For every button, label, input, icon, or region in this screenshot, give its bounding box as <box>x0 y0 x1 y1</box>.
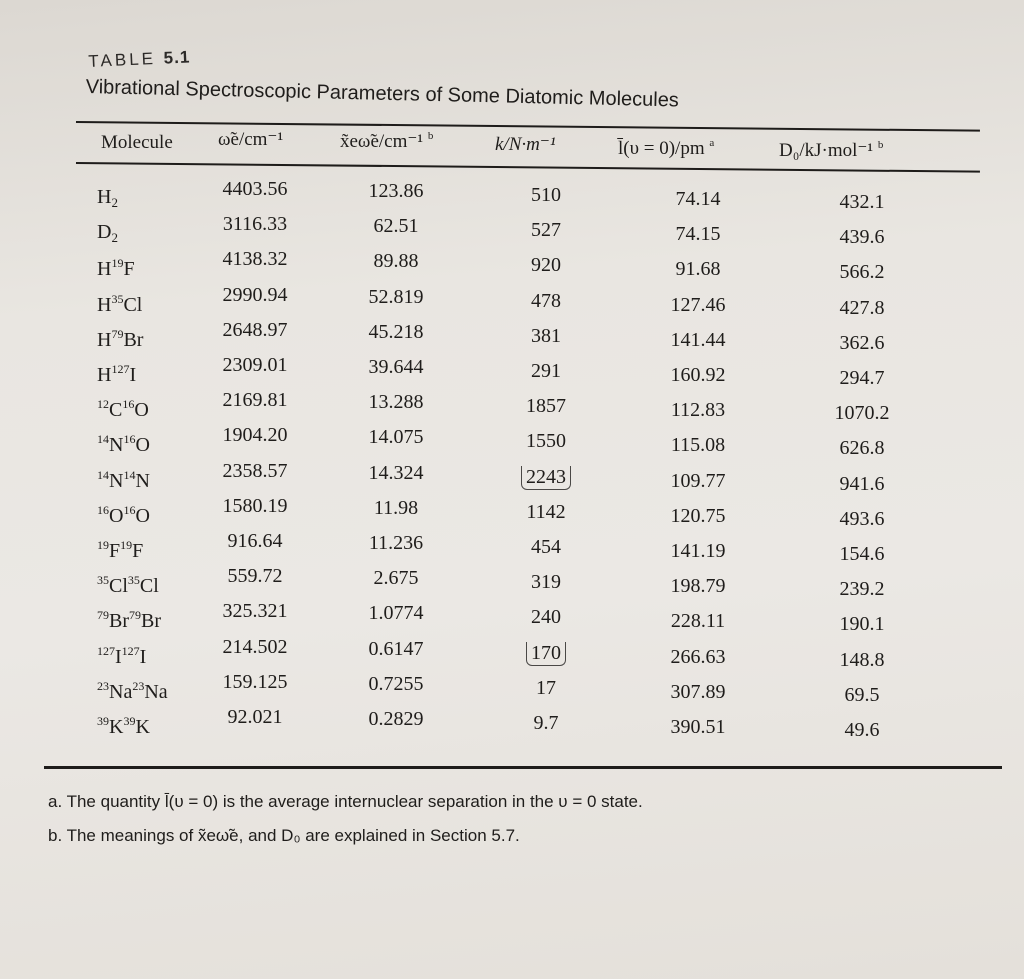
d0-cell <box>840 367 885 390</box>
l-cell <box>671 575 726 598</box>
d0-cell <box>840 543 885 566</box>
k-cell <box>526 501 565 524</box>
d0-cell <box>845 719 880 742</box>
d0-value: 190.1 <box>839 613 885 636</box>
xomega-value: 123.86 <box>368 180 424 202</box>
omega-cell <box>223 178 288 201</box>
header-l-note: a <box>709 137 715 149</box>
k-value: 920 <box>531 254 561 277</box>
xomega-value: 0.6147 <box>368 637 424 660</box>
k-cell <box>531 290 561 313</box>
element-symbol-2: I <box>129 364 137 386</box>
omega-value: 325.321 <box>222 600 288 623</box>
molecule-cell <box>97 679 168 704</box>
element-symbol-1: H <box>97 258 112 281</box>
l-cell <box>676 223 721 246</box>
isotope-mass-1: 14 <box>97 467 109 482</box>
k-cell <box>531 219 561 242</box>
d0-value: 941.6 <box>839 472 885 495</box>
element-symbol-2: O <box>135 504 150 527</box>
element-symbol-1: H <box>97 364 112 386</box>
k-value: 454 <box>531 536 561 558</box>
element-symbol-1: Br <box>109 610 129 633</box>
xomega-value: 13.288 <box>368 391 424 414</box>
xomega-cell <box>369 532 423 555</box>
omega-cell <box>223 424 288 447</box>
element-symbol-2: Cl <box>139 575 159 598</box>
k-cell <box>531 184 561 207</box>
k-cell <box>526 430 566 453</box>
molecule-cell <box>97 186 118 211</box>
omega-value: 1580.19 <box>222 494 288 517</box>
k-value: 1857 <box>526 395 566 418</box>
xomega-value: 89.88 <box>373 250 419 273</box>
molecule-cell <box>97 362 136 387</box>
header-l <box>618 137 714 160</box>
element-symbol-1: C <box>109 399 123 422</box>
k-value: 478 <box>531 289 561 312</box>
footnote-a: a. The quantity l̄(υ = 0) is the average internuclear separation in the υ = 0 state. <box>48 792 643 811</box>
l-value: 266.63 <box>670 645 726 668</box>
omega-value: 2990.94 <box>222 283 288 306</box>
l-value: 91.68 <box>675 258 721 281</box>
header-omega: ω̃e/cm⁻¹ <box>218 129 284 150</box>
d0-value: 566.2 <box>839 261 885 284</box>
k-cell <box>534 712 559 735</box>
xomega-value: 1.0774 <box>368 602 424 625</box>
xomega-value: 14.075 <box>368 426 424 449</box>
isotope-mass-2: 127 <box>121 643 140 658</box>
isotope-mass-1: 14 <box>97 432 109 447</box>
molecule-cell <box>97 292 142 317</box>
header-d0 <box>779 139 883 162</box>
isotope-mass-2: 19 <box>111 256 124 271</box>
element-symbol-2: Br <box>141 610 161 633</box>
table-number: 5.1 <box>163 47 191 68</box>
molecule-cell <box>97 608 161 633</box>
d0-value: 239.2 <box>839 578 885 601</box>
d0-value: 148.8 <box>839 648 885 671</box>
bottom-rule <box>44 766 1002 769</box>
xomega-cell <box>369 673 424 696</box>
l-value: 307.89 <box>670 680 726 703</box>
omega-cell <box>223 495 288 518</box>
header-l-text: l̄(υ = 0)/pm <box>618 138 705 159</box>
omega-cell <box>223 213 287 236</box>
l-value: 74.15 <box>675 223 721 246</box>
molecule-cell <box>97 256 135 281</box>
k-value: 1142 <box>526 500 566 523</box>
xomega-cell <box>369 321 424 344</box>
isotope-mass-2: 16 <box>122 397 135 412</box>
xomega-cell <box>369 602 424 625</box>
element-symbol-1: I <box>115 645 122 668</box>
l-value: 160.92 <box>670 364 726 386</box>
l-cell <box>671 399 725 422</box>
element-symbol-1: F <box>109 540 121 562</box>
isotope-mass-1: 19 <box>97 538 109 552</box>
omega-cell <box>223 600 288 623</box>
k-cell <box>531 325 561 348</box>
xomega-cell <box>369 638 424 661</box>
isotope-mass-1: 12 <box>97 397 109 412</box>
omega-value: 92.021 <box>227 706 283 728</box>
molecule-cell <box>97 327 143 352</box>
l-cell <box>671 540 726 563</box>
d0-value: 439.6 <box>839 226 885 249</box>
table-title: Vibrational Spectroscopic Parameters of Some Diatomic Molecules <box>85 76 680 112</box>
omega-value: 2648.97 <box>222 318 288 341</box>
footnote-b: b. The meanings of x̃eω̃e, and D₀ are explained in Section 5.7. <box>48 826 520 845</box>
l-cell <box>671 646 726 669</box>
isotope-mass-2: 35 <box>127 573 140 588</box>
header-rule <box>76 162 980 172</box>
l-cell <box>671 716 726 739</box>
molecule-cell <box>97 468 150 493</box>
xomega-cell <box>369 462 424 485</box>
omega-value: 159.125 <box>222 670 288 693</box>
molecule-cell <box>97 644 146 669</box>
isotope-mass-2: 39 <box>123 714 136 728</box>
omega-cell <box>223 319 288 342</box>
omega-cell <box>228 530 283 553</box>
k-value: 17 <box>536 676 556 699</box>
k-cell <box>536 677 556 700</box>
xomega-cell <box>374 497 418 520</box>
isotope-mass-2: 16 <box>123 432 136 447</box>
k-value: 381 <box>531 324 561 347</box>
xomega-value: 62.51 <box>373 215 419 238</box>
isotope-mass-1: 39 <box>97 714 109 728</box>
table-label-text: TABLE <box>88 48 157 71</box>
l-value: 127.46 <box>670 293 726 316</box>
xomega-value: 0.7255 <box>368 672 424 695</box>
l-cell <box>676 258 721 281</box>
element-symbol-2: O <box>134 399 149 422</box>
k-value: 2243 <box>521 466 571 490</box>
isotope-mass-1: 127 <box>97 643 115 658</box>
element-symbol-2: O <box>135 434 150 457</box>
k-value: 1550 <box>526 430 566 453</box>
l-value: 228.11 <box>670 610 726 633</box>
molecule-cell <box>97 432 150 457</box>
header-xomega-note: b <box>427 130 434 142</box>
isotope-mass-2: 79 <box>111 326 124 341</box>
isotope-mass-1: 79 <box>97 608 109 623</box>
d0-cell <box>840 191 885 214</box>
l-value: 109.77 <box>670 469 726 492</box>
molecule-cell <box>97 503 150 528</box>
element-symbol-1: N <box>109 469 124 492</box>
k-value: 9.7 <box>533 712 559 734</box>
xomega-cell <box>369 180 424 203</box>
header-xomega <box>340 130 433 153</box>
l-value: 74.14 <box>675 188 721 210</box>
molecule-cell <box>97 538 143 563</box>
element-symbol-2: F <box>123 258 135 281</box>
l-cell <box>671 610 725 633</box>
l-value: 198.79 <box>670 575 726 598</box>
header-molecule: Molecule <box>101 132 173 153</box>
d0-value: 432.1 <box>839 191 885 213</box>
element-symbol-1: D <box>97 221 112 244</box>
k-cell <box>531 606 561 629</box>
isotope-mass-2: 35 <box>111 291 124 306</box>
omega-cell <box>223 671 288 694</box>
l-cell <box>671 364 726 387</box>
k-value: 240 <box>531 606 561 629</box>
d0-value: 49.6 <box>844 719 880 741</box>
isotope-mass-2: 19 <box>120 538 133 552</box>
l-cell <box>671 505 726 528</box>
xomega-value: 52.819 <box>368 285 424 308</box>
omega-value: 214.502 <box>222 635 288 658</box>
element-symbol-1: H <box>97 293 112 316</box>
omega-value: 4403.56 <box>222 178 288 200</box>
element-symbol-1: Na <box>109 680 133 703</box>
table-label <box>88 47 191 72</box>
l-value: 120.75 <box>670 504 726 527</box>
isotope-mass-2: 23 <box>132 678 145 693</box>
header-d0-text: D₀/kJ·mol⁻¹ <box>779 140 874 161</box>
isotope-mass-2: 79 <box>129 608 141 623</box>
element-symbol-2: F <box>132 540 144 562</box>
element-symbol-1: K <box>109 716 124 738</box>
d0-value: 154.6 <box>839 543 885 565</box>
xomega-value: 0.2829 <box>368 708 424 730</box>
isotope-mass-2: 14 <box>123 467 136 482</box>
k-value: 527 <box>531 219 561 242</box>
k-cell <box>526 642 566 665</box>
molecule-cell <box>97 221 118 246</box>
omega-cell <box>228 706 283 729</box>
xomega-cell <box>369 426 424 449</box>
k-cell <box>531 571 561 594</box>
header-d0-note: b <box>877 139 884 151</box>
xomega-cell <box>374 250 419 273</box>
d0-cell <box>840 613 885 636</box>
isotope-mass-2: 127 <box>111 362 130 376</box>
d0-cell <box>840 473 885 496</box>
xomega-cell <box>374 567 419 590</box>
isotope-mass-1: 16 <box>97 502 109 517</box>
xomega-cell <box>369 286 424 309</box>
header-xomega-text: x̃eω̃e/cm⁻¹ <box>340 131 424 152</box>
element-symbol-2: I <box>139 645 147 668</box>
omega-cell <box>223 248 288 271</box>
element-symbol-1: Cl <box>109 575 128 598</box>
l-cell <box>671 329 726 352</box>
element-symbol-2: Na <box>144 680 168 703</box>
l-value: 141.19 <box>670 540 726 562</box>
element-symbol-1: N <box>109 434 124 457</box>
d0-cell <box>840 508 885 531</box>
xomega-value: 2.675 <box>373 567 419 590</box>
k-value: 291 <box>531 360 561 382</box>
l-cell <box>676 188 721 211</box>
l-cell <box>671 294 726 317</box>
d0-value: 1070.2 <box>834 402 890 425</box>
l-value: 115.08 <box>670 434 726 457</box>
k-cell <box>531 254 561 277</box>
l-value: 390.51 <box>670 716 726 738</box>
element-symbol-1: O <box>109 504 124 527</box>
omega-value: 4138.32 <box>222 248 288 271</box>
l-cell <box>671 681 726 704</box>
xomega-cell <box>369 391 424 414</box>
d0-cell <box>840 332 885 355</box>
k-cell <box>521 466 571 489</box>
xomega-value: 39.644 <box>368 356 424 378</box>
molecule-cell <box>97 714 150 739</box>
element-symbol-2: Cl <box>123 293 143 316</box>
k-value: 319 <box>531 571 561 594</box>
d0-cell <box>840 226 885 249</box>
atom-count: 2 <box>111 195 118 210</box>
l-value: 141.44 <box>670 328 726 351</box>
xomega-value: 11.236 <box>368 532 424 554</box>
element-symbol-2: K <box>135 716 150 738</box>
xomega-cell <box>369 356 424 379</box>
omega-value: 3116.33 <box>222 213 288 236</box>
omega-value: 559.72 <box>227 565 283 588</box>
isotope-mass-2: 16 <box>123 502 136 517</box>
omega-value: 1904.20 <box>222 424 288 447</box>
d0-cell <box>840 437 885 460</box>
element-symbol-1: H <box>97 328 112 351</box>
k-value: 170 <box>526 642 566 666</box>
atom-count: 2 <box>111 230 118 246</box>
d0-cell <box>840 261 885 284</box>
element-symbol-2: N <box>135 469 150 492</box>
xomega-value: 45.218 <box>368 320 424 343</box>
d0-value: 294.7 <box>839 367 885 389</box>
top-rule <box>76 121 980 132</box>
k-cell <box>531 360 561 383</box>
isotope-mass-1: 35 <box>97 573 109 588</box>
isotope-mass-1: 23 <box>97 678 109 693</box>
header-k: k/N·m⁻¹ <box>495 134 556 155</box>
omega-cell <box>223 389 288 412</box>
molecule-cell <box>97 397 149 422</box>
omega-value: 2309.01 <box>222 354 288 376</box>
d0-value: 362.6 <box>839 331 885 354</box>
d0-value: 493.6 <box>839 507 885 530</box>
k-cell <box>526 395 566 418</box>
k-value: 510 <box>531 184 561 206</box>
omega-value: 2169.81 <box>222 389 288 412</box>
d0-cell <box>840 649 885 672</box>
omega-value: 2358.57 <box>222 459 288 482</box>
l-cell <box>671 470 726 493</box>
xomega-cell <box>374 215 419 238</box>
omega-value: 916.64 <box>227 530 283 552</box>
omega-cell <box>223 636 288 659</box>
d0-cell <box>835 402 890 425</box>
omega-cell <box>223 284 288 307</box>
d0-value: 427.8 <box>839 296 885 319</box>
omega-cell <box>223 354 288 377</box>
xomega-value: 14.324 <box>368 461 424 484</box>
k-cell <box>531 536 561 559</box>
omega-cell <box>228 565 283 588</box>
d0-value: 626.8 <box>839 437 885 460</box>
molecule-cell <box>97 573 159 598</box>
d0-cell <box>840 578 885 601</box>
d0-cell <box>845 684 880 707</box>
l-value: 112.83 <box>670 399 726 422</box>
xomega-cell <box>369 708 424 731</box>
element-symbol-2: Br <box>123 328 144 351</box>
xomega-value: 11.98 <box>373 496 419 519</box>
l-cell <box>671 434 725 457</box>
omega-cell <box>223 460 288 483</box>
d0-cell <box>840 297 885 320</box>
d0-value: 69.5 <box>844 683 880 706</box>
element-symbol-1: H <box>97 186 112 208</box>
